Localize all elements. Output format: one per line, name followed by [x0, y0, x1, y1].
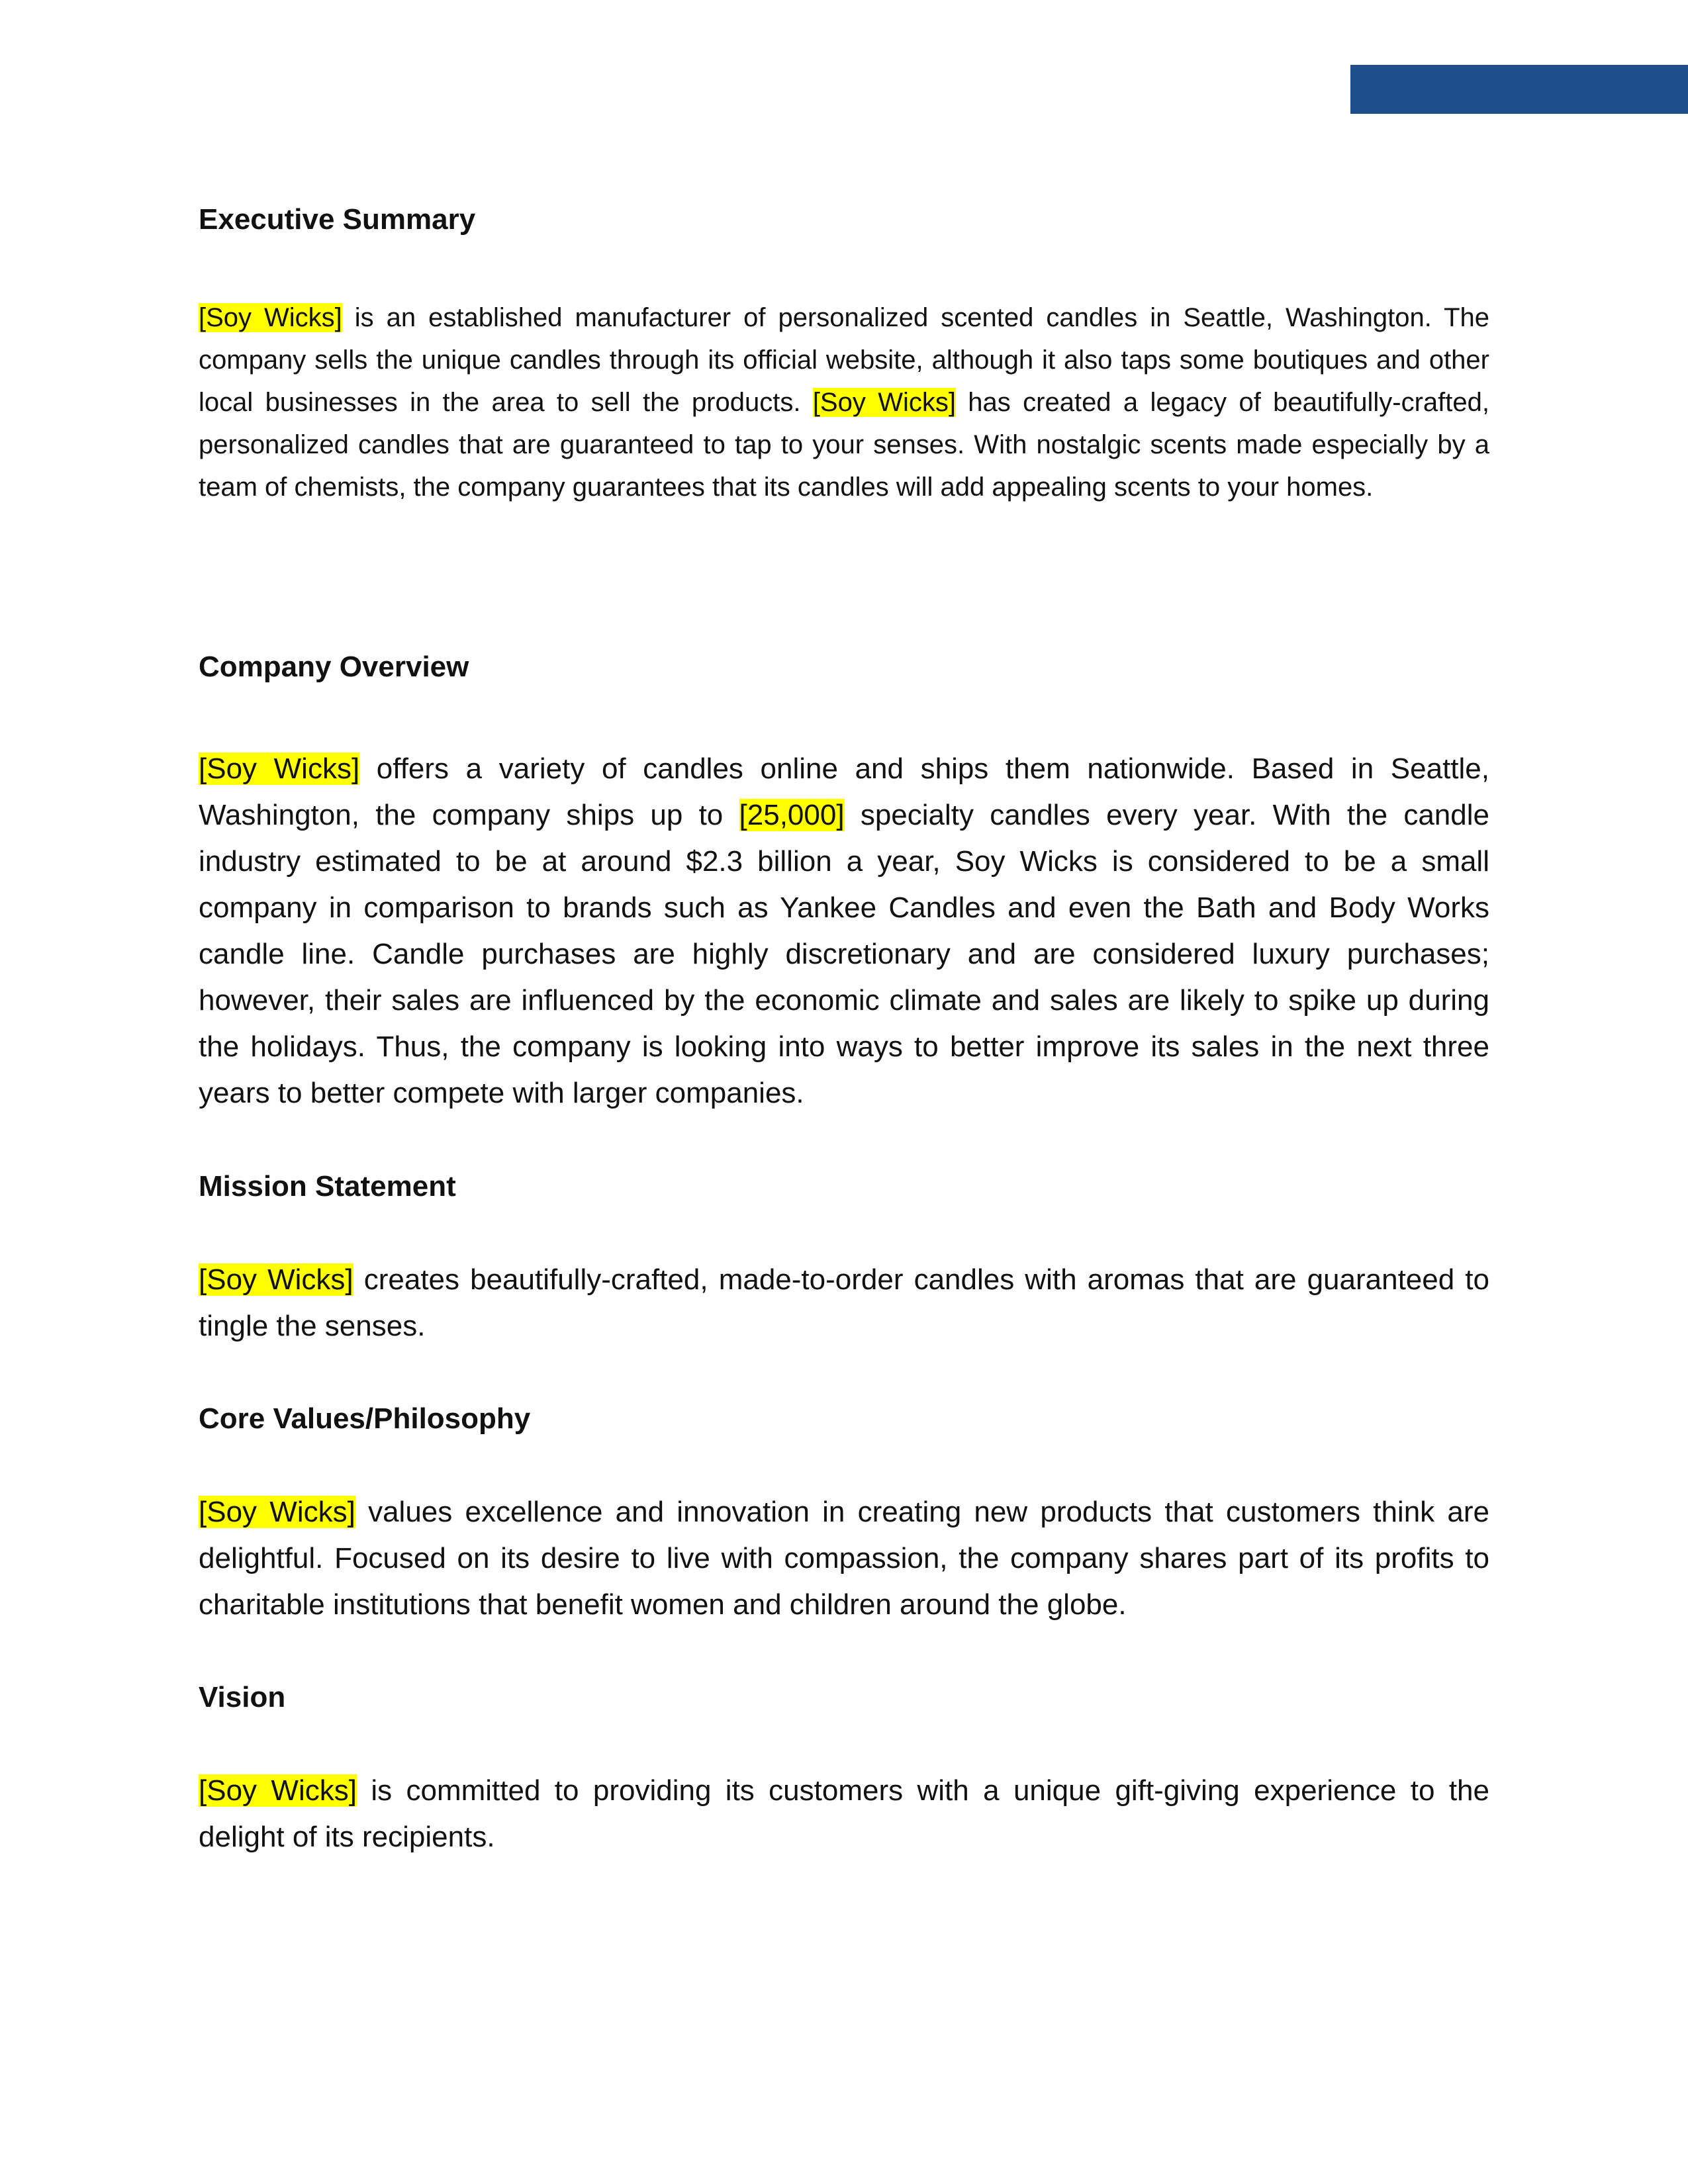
company-overview-text-1: offers a variety of candles online and ships them nationwide. Based in Seattle, Washington, the company ships up to [199, 752, 1490, 831]
company-name-placeholder: [Soy Wicks] [199, 752, 360, 785]
core-values-heading: Core Values/Philosophy [199, 1402, 531, 1435]
executive-summary-paragraph [199, 296, 1489, 508]
vision-text: is committed to providing its customers with a unique gift-giving experience to the delight of its recipients. [199, 1774, 1489, 1853]
company-overview-heading: Company Overview [199, 651, 469, 683]
company-overview-paragraph [199, 746, 1489, 1116]
vision-heading: Vision [199, 1681, 286, 1713]
header-accent-bar [1350, 65, 1688, 114]
executive-summary-heading: Executive Summary [199, 203, 476, 236]
mission-statement-paragraph [199, 1257, 1489, 1349]
executive-summary-text-1: is an established manufacturer of personalized scented candles in Seattle, Washington. The company sells the unique candles through its official website, although it also taps some boutiques and other local businesses in the area to sell the products. [199, 303, 1490, 417]
company-name-placeholder: [Soy Wicks] [199, 1774, 357, 1807]
company-name-placeholder: [Soy Wicks] [199, 303, 342, 332]
mission-statement-heading: Mission Statement [199, 1170, 456, 1203]
company-name-placeholder: [Soy Wicks] [199, 1263, 353, 1296]
vision-paragraph [199, 1768, 1489, 1860]
core-values-text: values excellence and innovation in creating new products that customers think are delightful. Focused on its desire to live with compassion, the company shares part of its profits to charitable institutions that benefit women and children around the globe. [199, 1496, 1489, 1621]
mission-statement-text: creates beautifully-crafted, made-to-order candles with aromas that are guaranteed to tingle the senses. [199, 1263, 1490, 1342]
company-overview-text-2: specialty candles every year. With the candle industry estimated to be at around $2.3 billion a year, Soy Wicks is considered to be a small company in comparison to brands such as Yankee Candles and even the Bath and Body Works candle line. Candle purchases are highly discretionary and are considered luxury purchases; however, their sales are influenced by the economic climate and sales are likely to spike up during the holidays. Thus, the company is looking into ways to better improve its sales in the next three years to better compete with larger companies. [199, 799, 1489, 1109]
core-values-paragraph [199, 1489, 1489, 1628]
shipment-count-placeholder: [25,000] [739, 799, 845, 831]
executive-summary-text-2: has created a legacy of beautifully-crafted, personalized candles that are guaranteed to tap to your senses. With nostalgic scents made especially by a team of chemists, the company guarantees that its candles will add appealing scents to your homes. [199, 388, 1490, 502]
company-name-placeholder: [Soy Wicks] [199, 1496, 355, 1528]
company-name-placeholder: [Soy Wicks] [812, 388, 956, 417]
